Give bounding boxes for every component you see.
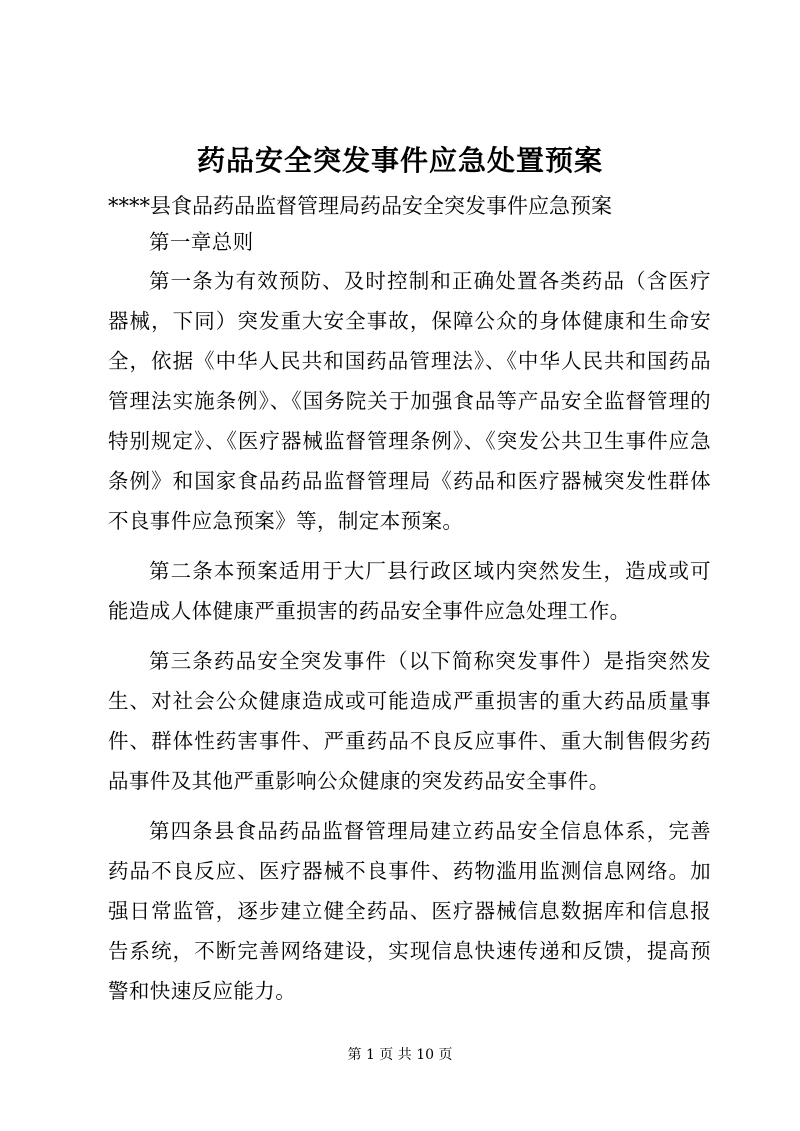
article-paragraph: 第三条药品安全突发事件（以下简称突发事件）是指突然发生、对社会公众健康造成或可能造成严重损害的重大药品质量事件、群体性药害事件、严重药品不良反应事件、重大制售假劣药品事件及其他严重影响公众健康的突发药品安全事件。 [108, 649, 711, 793]
document-title: 药品安全突发事件应急处置预案 [196, 144, 603, 177]
article-paragraph: 第一条为有效预防、及时控制和正确处置各类药品（含医疗器械，下同）突发重大安全事故，保障公众的身体健康和生命安全，依据《中华人民共和国药品管理法》、《中华人民共和国药品管理法实施条例》、《国务院关于加强食品等产品安全监督管理的特别规定》、《医疗器械监督管理条例》、《突发公共卫生事件应急条例》和国家食品药品监督管理局《药品和医疗器械突发性群体不良事件应急预案》等，制定本预案。 [108, 269, 711, 533]
article-paragraph: 第二条本预案适用于大厂县行政区域内突然发生，造成或可能造成人体健康严重损害的药品安全事件应急处理工作。 [108, 559, 711, 623]
document-subtitle: ****县食品药品监督管理局药品安全突发事件应急预案 [108, 194, 612, 218]
document-body [108, 227, 711, 1021]
chapter-heading: 第一章总则 [149, 230, 254, 254]
page-number-footer: 第 1 页 共 10 页 [347, 1047, 453, 1063]
article-paragraph: 第四条县食品药品监督管理局建立药品安全信息体系，完善药品不良反应、医疗器械不良事件、药物滥用监测信息网络。加强日常监管，逐步建立健全药品、医疗器械信息数据库和信息报告系统，不断完善网络建设，实现信息快速传递和反馈，提高预警和快速反应能力。 [108, 819, 711, 1003]
